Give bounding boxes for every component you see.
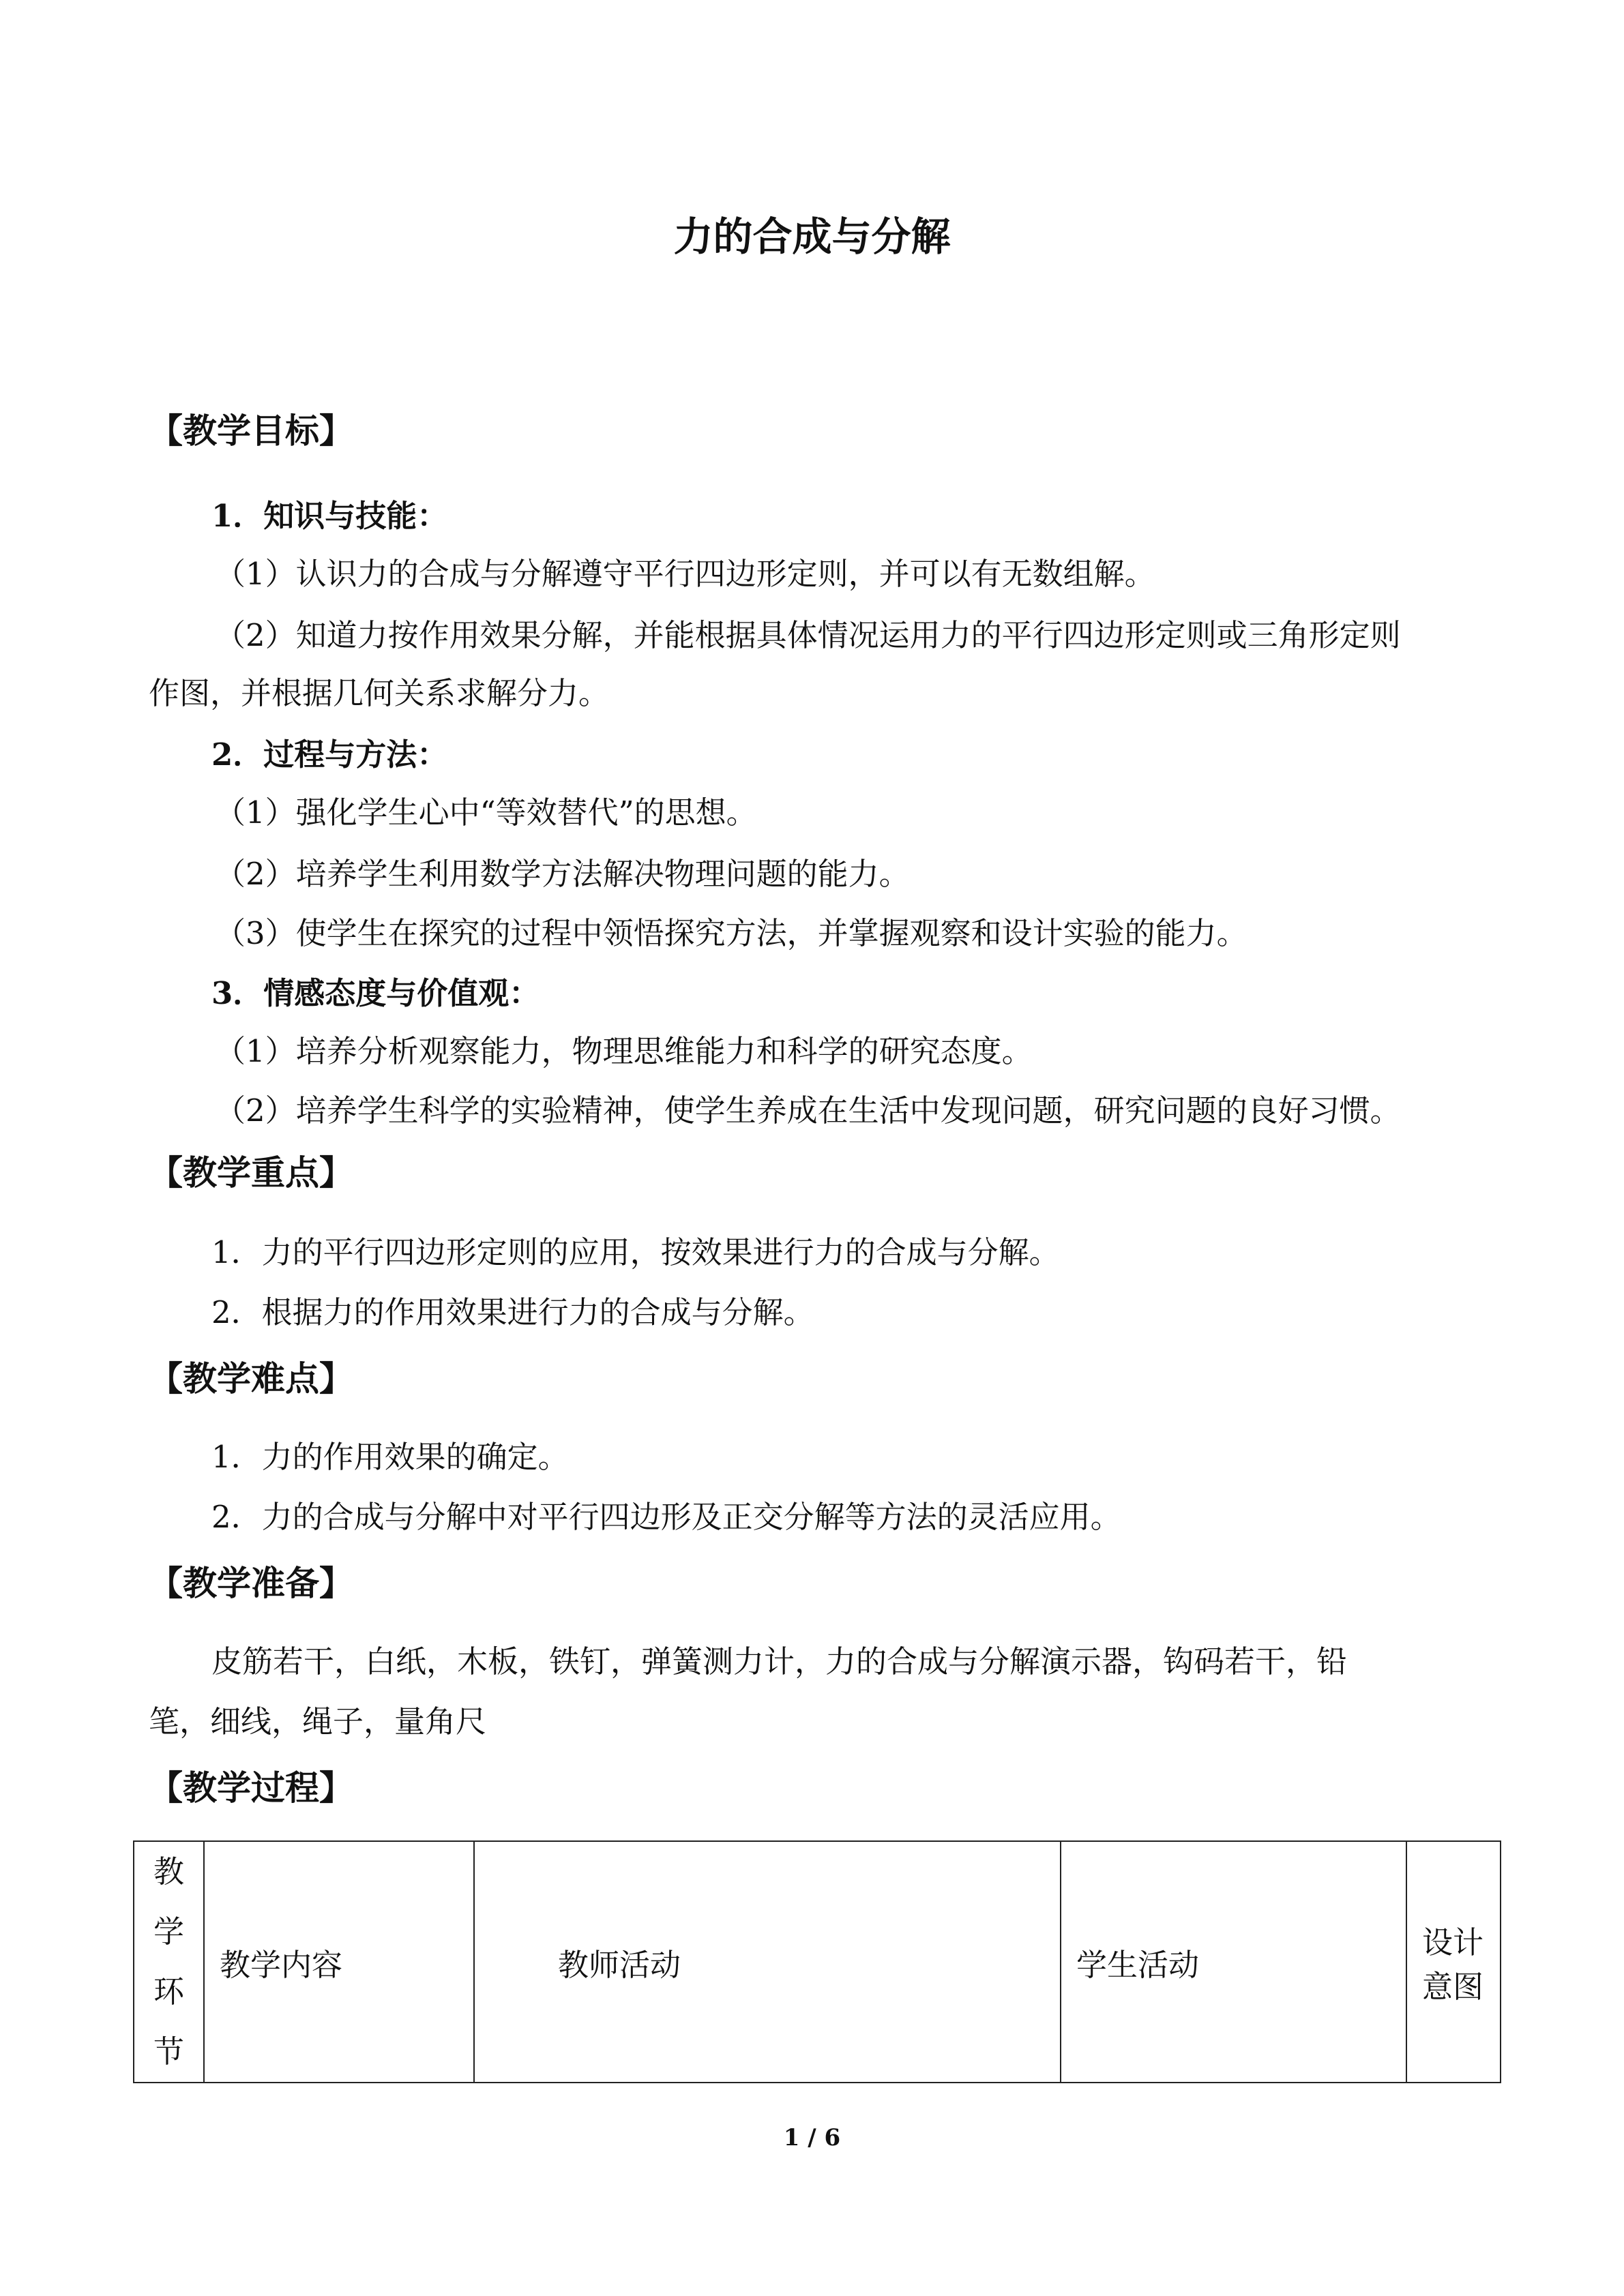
page-number: 1 / 6: [783, 2124, 841, 2151]
header-intent: 设计意图: [1406, 1841, 1501, 2083]
stage-char: 教: [153, 1853, 184, 1890]
objective-sub-knowledge: 1．知识与技能：: [211, 498, 448, 534]
objective-item: （1）认识力的合成与分解遵守平行四边形定则，并可以有无数组解。: [215, 556, 1155, 592]
key-point-item: 1．力的平行四边形定则的应用，按效果进行力的合成与分解。: [211, 1234, 1060, 1270]
process-table: [133, 1840, 1501, 2083]
key-point-item: 2．根据力的作用效果进行力的合成与分解。: [211, 1294, 814, 1330]
stage-char: 节: [153, 2033, 184, 2070]
objective-item: （2）培养学生科学的实验精神，使学生养成在生活中发现问题，研究问题的良好习惯。: [215, 1092, 1401, 1129]
objective-item: （1）培养分析观察能力，物理思维能力和科学的研究态度。: [215, 1033, 1033, 1069]
stage-char: 环: [153, 1973, 184, 2010]
objective-sub-attitude: 3．情感态度与价值观：: [211, 975, 540, 1011]
header-content: 教学内容: [204, 1841, 474, 2083]
table-header-row: [134, 1841, 1501, 2083]
heading-key-points: 【教学重点】: [149, 1153, 353, 1193]
header-student: 学生活动: [1061, 1841, 1406, 2083]
objective-item: （2）知道力按作用效果分解，并能根据具体情况运用力的平行四边形定则或三角形定则: [215, 617, 1401, 653]
page-title: 力的合成与分解: [673, 213, 951, 260]
objective-item: （1）强化学生心中“等效替代”的思想。: [215, 794, 757, 831]
heading-difficulties: 【教学难点】: [149, 1359, 353, 1399]
header-stage: [134, 1841, 204, 2083]
objective-item: （2）培养学生利用数学方法解决物理问题的能力。: [215, 856, 910, 892]
objective-item-continuation: 作图，并根据几何关系求解分力。: [149, 675, 610, 711]
difficulty-item: 2．力的合成与分解中对平行四边形及正交分解等方法的灵活应用。: [211, 1499, 1121, 1535]
header-teacher: 教师活动: [474, 1841, 1061, 2083]
preparation-text-continuation: 笔，细线，绳子，量角尺: [149, 1703, 487, 1740]
heading-preparation: 【教学准备】: [149, 1564, 353, 1603]
objective-sub-process: 2．过程与方法：: [211, 736, 448, 773]
objective-item: （3）使学生在探究的过程中领悟探究方法，并掌握观察和设计实验的能力。: [215, 915, 1247, 951]
heading-process: 【教学过程】: [149, 1768, 353, 1808]
stage-char: 学: [153, 1913, 184, 1950]
heading-objectives: 【教学目标】: [149, 411, 353, 451]
difficulty-item: 1．力的作用效果的确定。: [211, 1439, 569, 1475]
preparation-text: 皮筋若干，白纸，木板，铁钉，弹簧测力计，力的合成与分解演示器，钩码若干，铅: [211, 1643, 1348, 1680]
